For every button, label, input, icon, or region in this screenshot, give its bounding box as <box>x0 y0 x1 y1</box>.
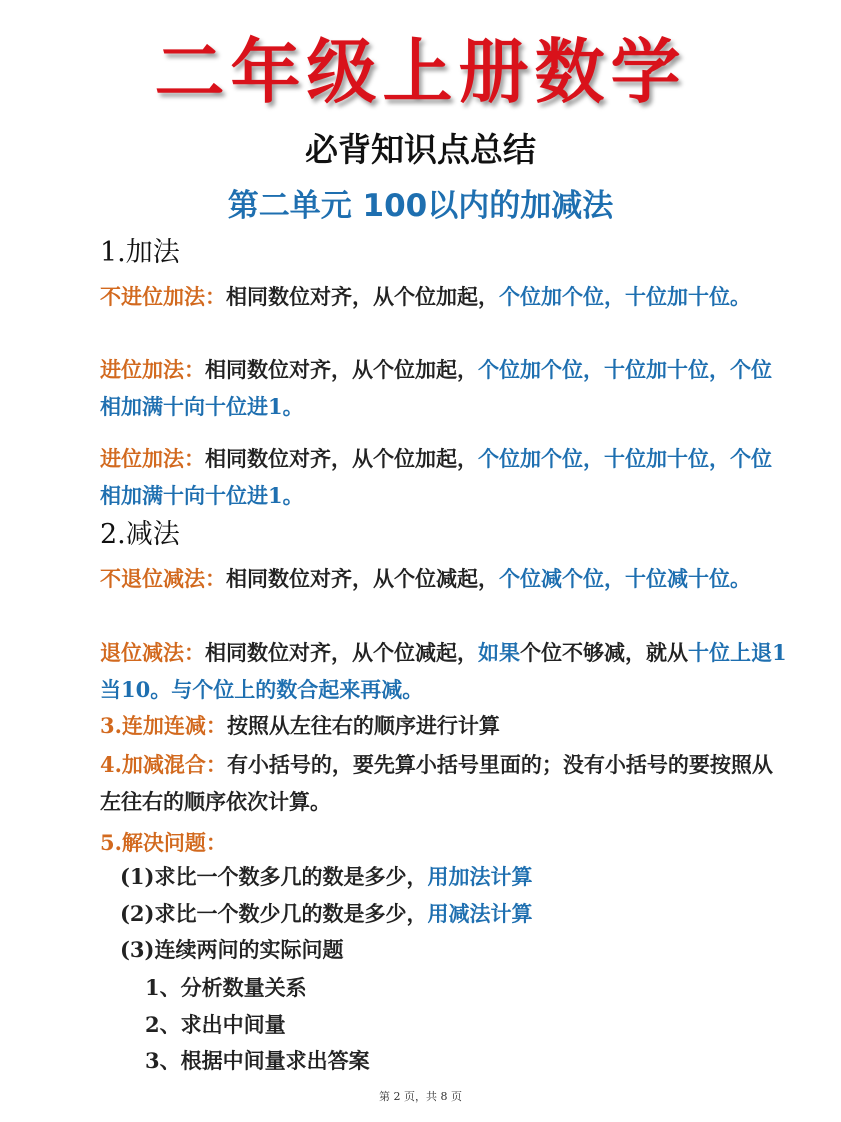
consecutive-add-sub-label: 3.连加连减： <box>100 713 227 738</box>
carry-addition-label: 进位加法： <box>100 357 205 382</box>
page-title: 二年级上册数学 <box>154 31 687 113</box>
no-borrow-subtraction-label: 不退位减法： <box>100 566 226 591</box>
no-carry-addition-text: 相同数位对齐，从个位加起， <box>226 284 499 309</box>
no-borrow-subtraction-rule: 个位减个位，十位减十位。 <box>499 566 751 591</box>
step-item: 1、分析数量关系 <box>145 975 307 1000</box>
problem-item <box>120 899 532 929</box>
consecutive-add-sub-paragraph <box>100 707 790 744</box>
problem-item-text: (3)连续两问的实际问题 <box>120 937 344 962</box>
step-item: 2、求出中间量 <box>145 1012 286 1037</box>
carry-addition-rule: 个位加个位，十位加十位，个位相加满十向十位进1。 <box>100 357 772 419</box>
step-item: 3、根据中间量求出答案 <box>145 1048 370 1073</box>
carry-addition-text-repeat: 相同数位对齐，从个位加起， <box>205 446 478 471</box>
problem-item-text: (2)求比一个数少几的数是多少， <box>120 901 428 926</box>
carry-addition-paragraph <box>100 351 790 425</box>
carry-addition-label-repeat: 进位加法： <box>100 446 205 471</box>
unit-title: 第二单元 100以内的加减法 <box>227 188 614 224</box>
borrow-subtraction-label: 退位减法： <box>100 640 205 665</box>
no-carry-addition-rule: 个位加个位，十位加十位。 <box>499 284 751 309</box>
borrow-subtraction-rule-a: 如果 <box>478 640 520 665</box>
page-number-footer: 第 2 页，共 8 页 <box>379 1090 462 1103</box>
problem-item-method: 用加法计算 <box>427 864 533 889</box>
no-borrow-subtraction-text: 相同数位对齐，从个位减起， <box>226 566 499 591</box>
section-subtraction-heading: 2.减法 <box>100 519 180 550</box>
carry-addition-rule-repeat: 个位加个位，十位加十位，个位相加满十向十位进1。 <box>100 446 772 508</box>
mixed-add-sub-paragraph <box>100 746 790 820</box>
carry-addition-text: 相同数位对齐，从个位加起， <box>205 357 478 382</box>
page-subtitle: 必背知识点总结 <box>305 130 536 169</box>
section-addition-heading: 1.加法 <box>100 237 180 268</box>
borrow-subtraction-paragraph <box>100 634 790 708</box>
problem-item <box>120 935 343 965</box>
mixed-add-sub-text: 有小括号的，要先算小括号里面的；没有小括号的要按照从左往右的顺序依次计算。 <box>100 752 773 814</box>
borrow-subtraction-text: 相同数位对齐，从个位减起， <box>205 640 478 665</box>
problem-item-method: 用减法计算 <box>427 901 533 926</box>
consecutive-add-sub-text: 按照从左往右的顺序进行计算 <box>226 713 500 738</box>
problem-solving-paragraph <box>100 824 790 861</box>
carry-addition-paragraph-repeat <box>100 440 790 514</box>
borrow-subtraction-text-b: 个位不够减，就从 <box>520 640 688 665</box>
problem-item-text: (1)求比一个数多几的数是多少， <box>120 864 428 889</box>
no-carry-addition-label: 不进位加法： <box>100 284 226 309</box>
problem-item <box>120 862 532 892</box>
no-carry-addition-paragraph <box>100 278 790 315</box>
no-borrow-subtraction-paragraph <box>100 560 790 597</box>
borrow-subtraction-rule-b: 十位上退1当10。与个位上的数合起来再减。 <box>100 640 787 702</box>
problem-solving-label: 5.解决问题： <box>100 830 227 855</box>
mixed-add-sub-label: 4.加减混合： <box>100 752 227 777</box>
